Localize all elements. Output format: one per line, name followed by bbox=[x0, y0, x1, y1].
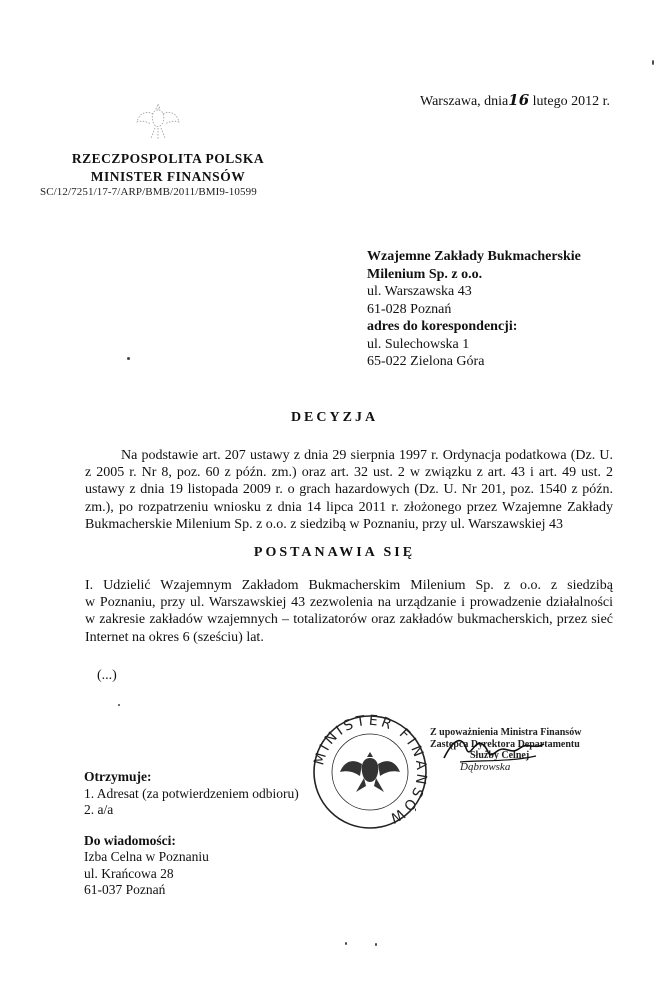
date-suffix: lutego 2012 r. bbox=[529, 94, 611, 109]
resolves-heading: POSTANAWIA SIĘ bbox=[253, 545, 416, 560]
date-prefix: Warszawa, dnia bbox=[420, 94, 509, 109]
signature-department: Służby Celnej bbox=[470, 750, 530, 761]
cc-line: Izba Celna w Poznaniu bbox=[84, 849, 209, 864]
issuer-country: RZECZPOSPOLITA POLSKA bbox=[71, 151, 265, 166]
cc-line: ul. Krańcowa 28 bbox=[84, 865, 174, 881]
signature-position: Zastępca Dyrektora Departamentu bbox=[430, 738, 580, 750]
basis-line: Bukmacherskie Milenium Sp. z o.o. z siedzibą w Poznaniu, przy ul. Warszawskiej 43 bbox=[85, 516, 564, 532]
correspondence-label: adres do korespondencji: bbox=[367, 319, 518, 334]
addressee-block bbox=[367, 248, 581, 371]
recipients-label: Otrzymuje: bbox=[84, 769, 152, 784]
scan-speck bbox=[118, 704, 120, 706]
point-line: w Poznaniu, przy ul. Warszawskiej 43 zezwolenia na urządzanie i prowadzenie działalności bbox=[85, 595, 613, 611]
scan-speck bbox=[345, 942, 347, 945]
addressee-name-2: Milenium Sp. z o.o. bbox=[367, 266, 483, 282]
legal-basis-paragraph bbox=[85, 447, 613, 533]
recipient-item: 1. Adresat (za potwierdzeniem odbioru) bbox=[84, 785, 299, 801]
point-line: Internet na okres 6 (sześciu) lat. bbox=[85, 629, 264, 645]
issuer-block bbox=[40, 150, 296, 186]
cc-label: Do wiadomości: bbox=[84, 832, 176, 848]
stamp-ring-text: MINISTER FINANSÓW bbox=[311, 712, 430, 828]
case-reference: SC/12/7251/17-7/ARP/BMB/2011/BMI9-10599 bbox=[40, 186, 257, 198]
date-day: 16 bbox=[508, 91, 530, 109]
document-date bbox=[420, 91, 610, 110]
point-line: w zakresie zakładów wzajemnych – totalizatorów oraz zakładów bukmacherskich, przez sieć bbox=[85, 612, 613, 628]
addressee-street: ul. Warszawska 43 bbox=[367, 284, 472, 299]
omission-marker: (...) bbox=[97, 668, 117, 683]
addressee-city: 61-028 Poznań bbox=[367, 301, 452, 317]
scan-speck bbox=[375, 943, 377, 946]
decision-title: DECYZJA bbox=[290, 410, 379, 425]
scan-speck bbox=[652, 60, 654, 65]
addressee-name-1: Wzajemne Zakłady Bukmacherskie bbox=[367, 249, 581, 264]
point-line: I. Udzielić Wzajemnym Zakładom Bukmacherskim Milenium Sp. z o.o. z siedzibą bbox=[85, 578, 613, 593]
distribution-block bbox=[84, 769, 299, 899]
eagle-emblem-icon bbox=[133, 100, 183, 145]
official-stamp-icon bbox=[310, 712, 430, 832]
basis-line: z 2005 r. Nr 8, poz. 60 z późn. zm.) oraz art. 32 ust. 2 w związku z art. 43 i art. 49 ust. 2 bbox=[85, 465, 613, 481]
cc-line: 61-037 Poznań bbox=[84, 882, 166, 897]
recipient-item: 2. a/a bbox=[84, 802, 114, 817]
signatory-name: Dąbrowska bbox=[460, 760, 511, 773]
signature-authority: Z upoważnienia Ministra Finansów bbox=[430, 727, 582, 738]
basis-line: Na podstawie art. 207 ustawy z dnia 29 sierpnia 1997 r. Ordynacja podatkowa (Dz. U. bbox=[121, 448, 613, 463]
basis-line: ustawy z dnia 19 listopada 2009 r. o grach hazardowych (Dz. U. Nr 201, poz. 1540 z późn. bbox=[85, 482, 613, 498]
basis-line: zm.), po rozpatrzeniu wniosku z dnia 14 lipca 2011 r. złożonego przez Wzajemne Zakłady bbox=[85, 499, 613, 515]
correspondence-city: 65-022 Zielona Góra bbox=[367, 354, 485, 369]
handwritten-signature-icon bbox=[440, 730, 550, 770]
decision-point-1 bbox=[85, 577, 613, 646]
issuer-minister: MINISTER FINANSÓW bbox=[90, 169, 246, 184]
scan-speck bbox=[127, 357, 130, 360]
correspondence-street: ul. Sulechowska 1 bbox=[367, 336, 470, 352]
